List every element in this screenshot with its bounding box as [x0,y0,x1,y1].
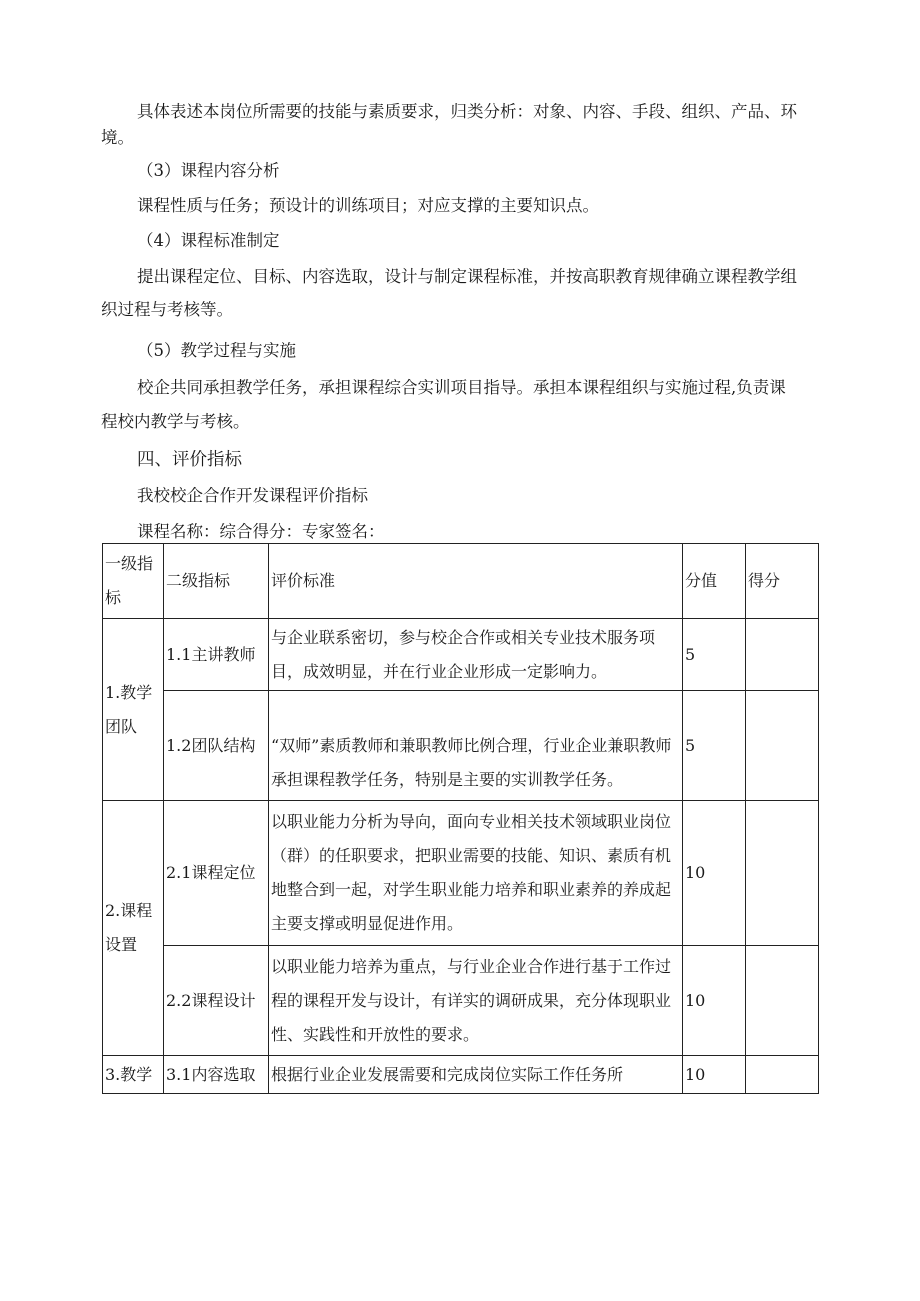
level2-cell: 1.2团队结构 [164,691,269,801]
level1-cell: 3.教学 [103,1056,164,1094]
score-cell[interactable] [746,1056,819,1094]
section-heading-evaluation: 四、评价指标 [137,450,242,470]
score-cell[interactable] [746,691,819,801]
table-row [103,801,819,946]
points-cell: 10 [683,946,746,1056]
paragraph-course-nature: 课程性质与任务；预设计的训练项目；对应支撑的主要知识点。 [137,196,599,215]
level2-cell: 1.1主讲教师 [164,619,269,691]
paragraph-skills-line2: 境。 [101,128,134,147]
criteria-cell: “双师”素质教师和兼职教师比例合理，行业企业兼职教师承担课程教学任务，特别是主要的实训教学任务。 [269,691,683,801]
header-points: 分值 [683,544,746,619]
heading-course-content-analysis: （3）课程内容分析 [137,161,280,180]
evaluation-table [102,543,819,1094]
heading-teaching-process: （5）教学过程与实施 [137,341,296,360]
paragraph-teaching-line2: 程校内教学与考核。 [101,412,250,431]
score-cell[interactable] [746,946,819,1056]
header-level1: 一级指标 [103,544,164,619]
header-level2: 二级指标 [164,544,269,619]
paragraph-skills-line1: 具体表述本岗位所需要的技能与素质要求，归类分析：对象、内容、手段、组织、产品、环 [137,102,797,121]
table-row [103,619,819,691]
points-cell: 10 [683,1056,746,1094]
level2-cell: 2.1课程定位 [164,801,269,946]
points-cell: 5 [683,619,746,691]
paragraph-standard-line2: 织过程与考核等。 [101,300,233,319]
criteria-cell: 以职业能力培养为重点，与行业企业合作进行基于工作过程的课程开发与设计，有详实的调研成果，充分体现职业性、实践性和开放性的要求。 [269,946,683,1056]
table-row [103,691,819,801]
table-row [103,946,819,1056]
heading-course-standard: （4）课程标准制定 [137,231,280,250]
table-header-row [103,544,819,619]
score-cell[interactable] [746,619,819,691]
level2-cell: 3.1内容选取 [164,1056,269,1094]
criteria-cell: 与企业联系密切，参与校企合作或相关专业技术服务项目，成效明显，并在行业企业形成一定影响力。 [269,619,683,691]
score-cell[interactable] [746,801,819,946]
points-cell: 5 [683,691,746,801]
paragraph-standard-line1: 提出课程定位、目标、内容选取，设计与制定课程标准，并按高职教育规律确立课程教学组 [137,267,797,286]
points-cell: 10 [683,801,746,946]
paragraph-teaching-line1: 校企共同承担教学任务，承担课程综合实训项目指导。承担本课程组织与实施过程,负责课 [137,378,786,397]
table-title: 我校校企合作开发课程评价指标 [137,486,368,505]
header-score: 得分 [746,544,819,619]
level1-cell: 1.教学团队 [103,619,164,801]
criteria-cell: 以职业能力分析为导向，面向专业相关技术领域职业岗位（群）的任职要求，把职业需要的技能、知识、素质有机地整合到一起，对学生职业能力培养和职业素养的养成起主要支撑或明显促进作用。 [269,801,683,946]
header-criteria: 评价标准 [269,544,683,619]
level2-cell: 2.2课程设计 [164,946,269,1056]
table-row [103,1056,819,1094]
criteria-cell: 根据行业企业发展需要和完成岗位实际工作任务所 [269,1056,683,1094]
table-meta: 课程名称：综合得分：专家签名： [137,522,385,541]
level1-cell: 2.课程设置 [103,801,164,1056]
